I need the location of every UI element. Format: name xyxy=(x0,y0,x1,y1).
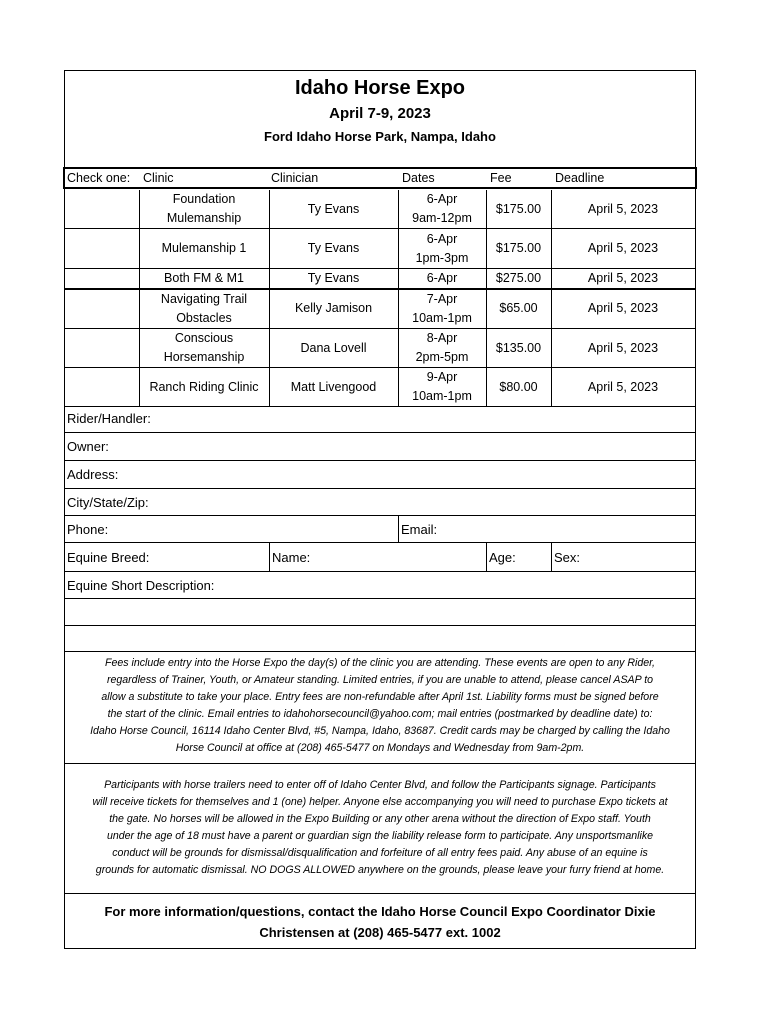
participants-notice-line: grounds for automatic dismissal. NO DOGS ALLOWED anywhere on the grounds, please leave your furry friend at home. xyxy=(95,864,665,876)
participants-notice xyxy=(65,777,695,879)
clinic-name-line: Mulemanship 1 xyxy=(161,241,247,255)
participants-notice-line: Participants with horse trailers need to enter off of Idaho Center Blvd, and follow the Participants signage. Participants xyxy=(104,779,656,791)
clinic-row xyxy=(65,190,695,229)
clinic-row xyxy=(65,289,695,329)
clinic-fee: $135.00 xyxy=(495,340,542,355)
contact-footer xyxy=(65,901,695,943)
clinic-dates-line: 6-Apr xyxy=(426,192,458,206)
expo-location: Ford Idaho Horse Park, Nampa, Idaho xyxy=(264,129,496,144)
rider-handler-field[interactable] xyxy=(65,405,695,433)
city-state-zip-field[interactable] xyxy=(65,489,695,516)
expo-dates: April 7-9, 2023 xyxy=(329,105,431,122)
clinic-name-line: Ranch Riding Clinic xyxy=(149,379,259,394)
clinic-dates xyxy=(398,269,486,288)
divider xyxy=(65,893,695,894)
clinic-fee: $80.00 xyxy=(499,379,538,394)
clinic-name xyxy=(139,289,269,328)
contact-line-1: For more information/questions, contact the Idaho Horse Council Expo Coordinator Dixie xyxy=(104,904,656,919)
clinic-name-line: Mulemanship xyxy=(166,211,242,225)
clinic-checkbox-cell[interactable] xyxy=(65,190,139,228)
clinic-deadline: April 5, 2023 xyxy=(587,271,659,285)
clinic-name xyxy=(139,329,269,367)
fee-column-header: Fee xyxy=(490,171,512,185)
clinic-checkbox-cell[interactable] xyxy=(65,289,139,328)
clinic-fee: $65.00 xyxy=(499,301,538,315)
city-state-zip-label: City/State/Zip: xyxy=(67,494,149,510)
clinician-name: Ty Evans xyxy=(307,241,360,255)
equine-sex-label: Sex: xyxy=(554,549,581,565)
clinician-name: Dana Lovell xyxy=(300,340,367,355)
address-label: Address: xyxy=(67,467,119,482)
clinic-name xyxy=(139,368,269,406)
clinic-checkbox-cell[interactable] xyxy=(65,329,139,367)
clinic-fee: $175.00 xyxy=(495,201,542,216)
clinic-row xyxy=(65,329,695,368)
clinic-deadline: April 5, 2023 xyxy=(587,301,659,315)
clinic-dates xyxy=(398,190,486,228)
fees-notice-line: regardless of Trainer, Youth, or Amateur standing. Limited entries, if you are unable to attend, please cancel ASAP to xyxy=(106,674,654,686)
participants-notice-line: conduct will be grounds for dismissal/disqualification and forfeiture of all entry fees paid. Any abuse of an equine is xyxy=(112,847,648,859)
clinic-name-line: Horsemanship xyxy=(163,350,245,364)
description-line-1[interactable] xyxy=(65,599,695,626)
clinic-fee: $275.00 xyxy=(495,271,542,285)
clinic-row xyxy=(65,269,695,290)
fees-notice-line: allow a substitute to take your place. Entry fees are non-refundable after April 1st. Liability forms must be signed before xyxy=(101,691,659,703)
fees-notice xyxy=(65,655,695,757)
clinic-dates xyxy=(398,289,486,328)
description-line-2[interactable] xyxy=(65,626,695,652)
clinic-checkbox-cell[interactable] xyxy=(65,368,139,406)
participants-notice-line: under the age of 18 must have a parent or guardian sign the liability release form to participate. Any unsportsmanlike xyxy=(106,830,654,842)
clinic-checkbox-cell[interactable] xyxy=(65,269,139,288)
clinic-deadline: April 5, 2023 xyxy=(587,379,659,394)
clinic-dates-line: 2pm-5pm xyxy=(415,350,469,364)
entry-form xyxy=(64,70,696,949)
clinic-dates-line: 9am-12pm xyxy=(412,211,472,225)
clinic-dates xyxy=(398,229,486,268)
fees-notice-line: Horse Council at office at (208) 465-5477 on Mondays and Wednesday from 9am-2pm. xyxy=(175,742,585,754)
equine-info-row xyxy=(65,543,695,572)
clinic-deadline: April 5, 2023 xyxy=(587,241,659,255)
clinic-deadline: April 5, 2023 xyxy=(587,340,659,355)
clinic-fee: $175.00 xyxy=(495,241,542,255)
clinic-dates xyxy=(398,329,486,367)
fees-notice-line: Fees include entry into the Horse Expo the day(s) of the clinic you are attending. These events are open to any Rider, xyxy=(104,657,655,669)
clinic-dates-line: 8-Apr xyxy=(426,331,458,345)
owner-field[interactable] xyxy=(65,433,695,461)
dates-column-header: Dates xyxy=(402,171,435,185)
email-label: Email: xyxy=(401,521,438,537)
equine-name-label: Name: xyxy=(272,549,311,565)
clinic-name-line: Both FM & M1 xyxy=(164,271,244,285)
clinic-deadline: April 5, 2023 xyxy=(587,201,659,216)
clinic-dates-line: 1pm-3pm xyxy=(415,250,469,265)
clinic-dates-line: 10am-1pm xyxy=(412,310,472,325)
check-column-header: Check one: xyxy=(67,171,131,185)
clinic-name-line: Conscious xyxy=(174,331,234,345)
clinic-name-line: Navigating Trail xyxy=(160,291,248,306)
fees-notice-line: Idaho Horse Council, 16114 Idaho Center Blvd, #5, Nampa, Idaho, 83687. Credit cards may be charged by calling the Idaho xyxy=(90,725,670,737)
contact-line-2: Christensen at (208) 465-5477 ext. 1002 xyxy=(259,925,501,940)
phone-email-row xyxy=(65,516,695,543)
fees-notice-line: the start of the clinic. Email entries to idahohorsecouncil@yahoo.com; mail entries (postmarked by deadline date) to: xyxy=(107,708,653,720)
clinic-checkbox-cell[interactable] xyxy=(65,229,139,268)
equine-description-label: Equine Short Description: xyxy=(67,577,215,593)
clinic-dates xyxy=(398,368,486,406)
equine-breed-label: Equine Breed: xyxy=(67,549,150,565)
equine-description-field[interactable] xyxy=(65,572,695,599)
clinician-column-header: Clinician xyxy=(271,171,319,185)
clinic-dates-line: 6-Apr xyxy=(426,231,458,246)
clinic-column-header: Clinic xyxy=(143,171,174,185)
owner-label: Owner: xyxy=(67,439,109,454)
clinic-row xyxy=(65,368,695,407)
clinic-name xyxy=(139,190,269,228)
clinic-name xyxy=(139,229,269,268)
participants-notice-line: the gate. No horses will be allowed in the Expo Building or any other arena without the direction of Expo staff. Youth xyxy=(109,813,651,825)
clinician-name: Kelly Jamison xyxy=(294,301,373,315)
participants-notice-line: will receive tickets for themselves and 1 (one) helper. Anyone else accompanying you will need to purchase Expo tickets at xyxy=(92,796,668,808)
rider-handler-label: Rider/Handler: xyxy=(67,411,151,426)
clinic-dates-line: 9-Apr xyxy=(426,370,458,384)
clinic-dates-line: 6-Apr xyxy=(426,271,458,285)
phone-label: Phone: xyxy=(67,521,109,537)
address-field[interactable] xyxy=(65,461,695,489)
clinic-table-header xyxy=(63,167,697,189)
clinician-name: Matt Livengood xyxy=(290,379,377,394)
divider xyxy=(65,763,695,764)
clinician-name: Ty Evans xyxy=(307,271,360,285)
clinic-row xyxy=(65,229,695,269)
clinic-dates-line: 7-Apr xyxy=(426,291,458,306)
equine-age-label: Age: xyxy=(489,549,516,565)
deadline-column-header: Deadline xyxy=(555,171,605,185)
clinic-name-line: Foundation xyxy=(172,192,236,206)
clinician-name: Ty Evans xyxy=(307,201,360,216)
clinic-name xyxy=(139,269,269,288)
clinic-dates-line: 10am-1pm xyxy=(412,389,472,403)
clinic-name-line: Obstacles xyxy=(176,310,232,325)
expo-title: Idaho Horse Expo xyxy=(294,77,466,99)
